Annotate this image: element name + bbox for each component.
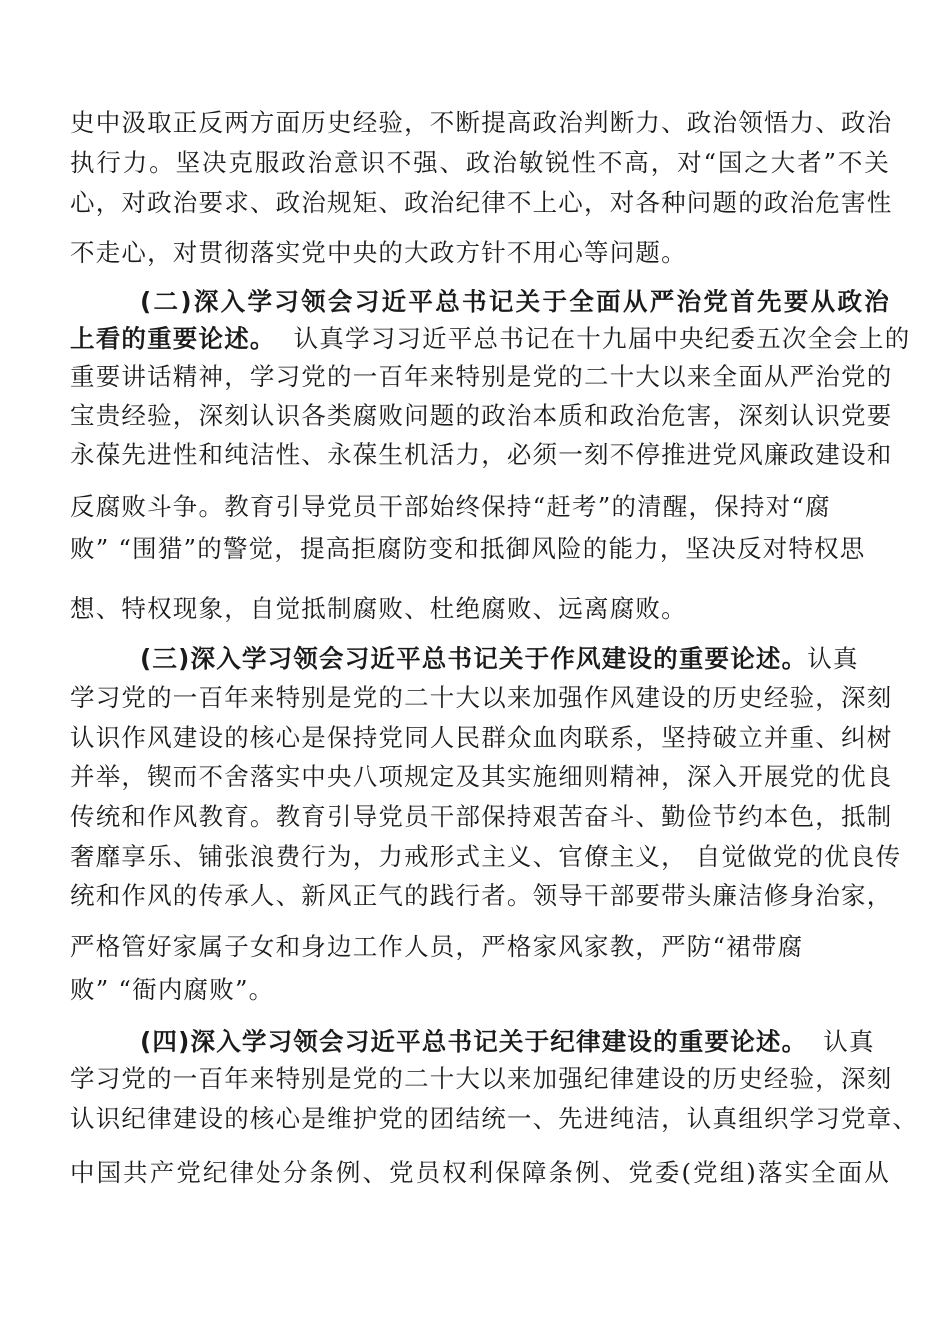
paragraph-1-line-3: 心，对政治要求、政治规矩、政治纪律不上心，对各种问题的政治危害性: [70, 188, 893, 217]
paragraph-1-line-4: 不走心，对贯彻落实党中央的大政方针不用心等问题。: [70, 238, 687, 267]
section-4-line-1-text: 认真: [823, 1027, 875, 1056]
section-3-line-3: 认识作风建设的核心是保持党同人民群众血肉联系，坚持破立并重、纠树: [70, 723, 893, 752]
section-3-line-6: 奢靡享乐、铺张浪费行为，力戒形式主义、官僚主义， 自觉做党的优良传: [70, 842, 902, 871]
section-3-line-9: 败” “衙内腐败”。: [70, 975, 275, 1004]
section-3-line-5: 传统和作风教育。教育引导党员干部保持艰苦奋斗、勤俭节约本色，抵制: [70, 802, 893, 831]
section-4-line-1: [140, 1025, 890, 1059]
section-4-line-2: 学习党的一百年来特别是党的二十大以来加强纪律建设的历史经验，深刻: [70, 1064, 893, 1093]
paragraph-1-line-1: 史中汲取正反两方面历史经验，不断提高政治判断力、政治领悟力、政治: [70, 108, 893, 137]
section-3-line-7: 统和作风的传承人、新风正气的践行者。领导干部要带头廉洁修身治家，: [70, 881, 893, 910]
section-2-line-3: 重要讲话精神，学习党的一百年来特别是党的二十大以来全面从严治党的: [70, 362, 893, 391]
section-2-line-2-text: 认真学习习近平总书记在十九届中央纪委五次全会上的: [293, 324, 911, 353]
section-2-line-4: 宝贵经验，深刻认识各类腐败问题的政治本质和政治危害，深刻认识党要: [70, 401, 893, 430]
section-3-line-2: 学习党的一百年来特别是党的二十大以来加强作风建设的历史经验，深刻: [70, 683, 893, 712]
section-2-line-5: 永葆先进性和纯洁性、永葆生机活力，必须一刻不停推进党风廉政建设和: [70, 440, 893, 469]
section-3-line-1-text: 认真: [807, 644, 859, 673]
section-2-line-6: 反腐败斗争。教育引导党员干部始终保持“赶考”的清醒，保持对“腐: [70, 492, 831, 521]
section-4-heading: (四)深入学习领会习近平总书记关于纪律建设的重要论述。: [140, 1027, 808, 1056]
section-3-line-1: [140, 642, 890, 676]
section-2-line-7: 败” “围猎”的警觉，提高拒腐防变和抵御风险的能力，坚决反对特权思: [70, 534, 866, 563]
section-2-line-2: [70, 322, 911, 356]
section-4-line-3: 认识纪律建设的核心是维护党的团结统一、先进纯洁，认真组织学习党章、: [70, 1104, 919, 1133]
section-2-line-8: 想、特权现象，自觉抵制腐败、杜绝腐败、远离腐败。: [70, 594, 687, 623]
section-3-heading: (三)深入学习领会习近平总书记关于作风建设的重要论述。: [140, 644, 808, 673]
section-2-heading: (二)深入学习领会习近平总书记关于全面从严治党首先要从政治: [140, 287, 890, 316]
paragraph-1-line-2: 执行力。坚决克服政治意识不强、政治敏锐性不高，对“国之大者”不关: [70, 148, 890, 177]
section-3-line-8: 严格管好家属子女和身边工作人员，严格家风家教，严防“裙带腐: [70, 932, 804, 961]
section-3-line-4: 并举，锲而不舍落实中央八项规定及其实施细则精神，深入开展党的优良: [70, 762, 893, 791]
section-4-line-4: 中国共产党纪律处分条例、党员权利保障条例、党委(党组)落实全面从: [70, 1158, 890, 1187]
section-2-heading-end: 上看的重要论述。: [70, 324, 276, 353]
